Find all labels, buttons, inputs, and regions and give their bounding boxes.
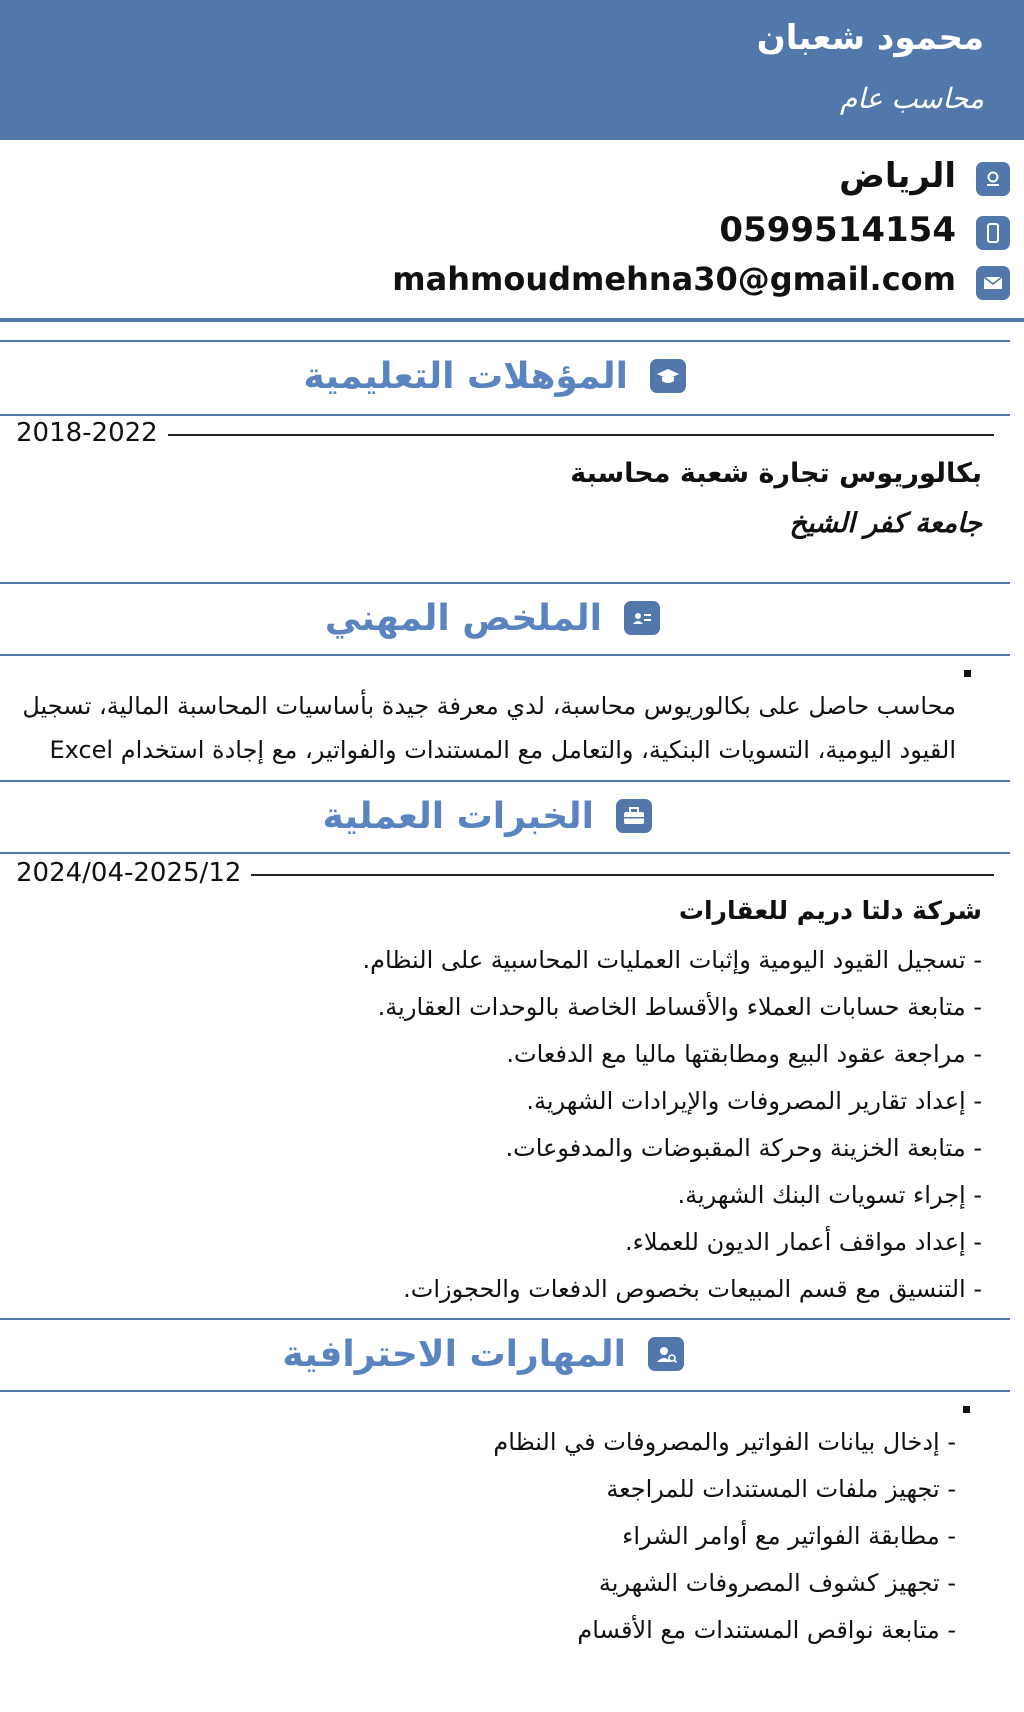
location-pin-icon <box>976 162 1010 196</box>
education-university: جامعة كفر الشيخ <box>789 508 982 539</box>
location-text: الرياض <box>839 156 956 196</box>
experience-date: 2024/04-2025/12 <box>16 858 251 888</box>
skills-bullet <box>963 1406 970 1413</box>
section-rule <box>0 654 1010 656</box>
contact-email <box>0 260 1024 310</box>
list-item: - تسجيل القيود اليومية وإثبات العمليات المحاسبية على النظام. <box>362 946 982 974</box>
graduation-cap-icon <box>650 359 686 393</box>
section-rule <box>0 780 1010 782</box>
section-rule <box>0 852 1010 854</box>
profile-card-icon <box>624 601 660 635</box>
section-rule <box>0 582 1010 584</box>
user-search-icon <box>648 1337 684 1371</box>
email-text[interactable]: mahmoudmehna30@gmail.com <box>392 260 956 298</box>
mobile-phone-icon <box>976 216 1010 250</box>
list-item: - متابعة الخزينة وحركة المقبوضات والمدفوعات. <box>505 1134 982 1162</box>
person-name: محمود شعبان <box>756 18 984 58</box>
list-item: - إعداد تقارير المصروفات والإيرادات الشهرية. <box>526 1087 982 1115</box>
contact-location <box>0 156 1024 206</box>
summary-line-1: محاسب حاصل على بكالوريوس محاسبة، لدي معرفة جيدة بأساسيات المحاسبة المالية، تسجيل <box>22 692 956 720</box>
section-rule <box>0 340 1010 342</box>
list-item: - متابعة حسابات العملاء والأقساط الخاصة بالوحدات العقارية. <box>377 993 982 1021</box>
education-degree: بكالوريوس تجارة شعبة محاسبة <box>570 458 982 489</box>
header-banner <box>0 0 1024 140</box>
list-item: - مطابقة الفواتير مع أوامر الشراء <box>622 1522 956 1550</box>
job-title: محاسب عام <box>839 82 984 115</box>
list-item: - إجراء تسويات البنك الشهرية. <box>677 1181 982 1209</box>
list-item: - متابعة نواقص المستندات مع الأقسام <box>577 1616 956 1644</box>
education-date: 2018-2022 <box>16 418 168 448</box>
section-title-summary <box>325 588 660 648</box>
experience-date-row <box>16 858 994 892</box>
section-rule <box>0 1318 1010 1320</box>
list-item: - مراجعة عقود البيع ومطابقتها ماليا مع الدفعات. <box>506 1040 982 1068</box>
education-date-row <box>16 418 994 452</box>
briefcase-icon <box>616 799 652 833</box>
phone-text[interactable]: 0599514154 <box>719 210 956 250</box>
summary-line-2: القيود اليومية، التسويات البنكية، والتعامل مع المستندات والفواتير، مع إجادة استخدام Excel <box>49 736 956 764</box>
skills-title: المهارات الاحترافية <box>282 1333 626 1375</box>
section-title-skills <box>282 1324 684 1384</box>
contact-phone <box>0 210 1024 260</box>
list-item: - إعداد مواقف أعمار الديون للعملاء. <box>625 1228 982 1256</box>
list-item: - تجهيز كشوف المصروفات الشهرية <box>598 1569 956 1597</box>
list-item: - تجهيز ملفات المستندات للمراجعة <box>606 1475 956 1503</box>
section-rule <box>0 414 1010 416</box>
contact-divider <box>0 318 1024 322</box>
summary-bullet <box>964 670 971 677</box>
experience-title: الخبرات العملية <box>322 795 594 837</box>
education-title: المؤهلات التعليمية <box>303 355 628 397</box>
section-title-education <box>304 346 687 406</box>
section-rule <box>0 1390 1010 1392</box>
list-item: - إدخال بيانات الفواتير والمصروفات في النظام <box>493 1428 956 1456</box>
envelope-icon <box>976 266 1010 300</box>
list-item: - التنسيق مع قسم المبيعات بخصوص الدفعات والحجوزات. <box>403 1275 982 1303</box>
summary-title: الملخص المهني <box>324 597 602 639</box>
section-title-experience <box>323 786 652 846</box>
experience-company: شركة دلتا دريم للعقارات <box>678 896 982 925</box>
